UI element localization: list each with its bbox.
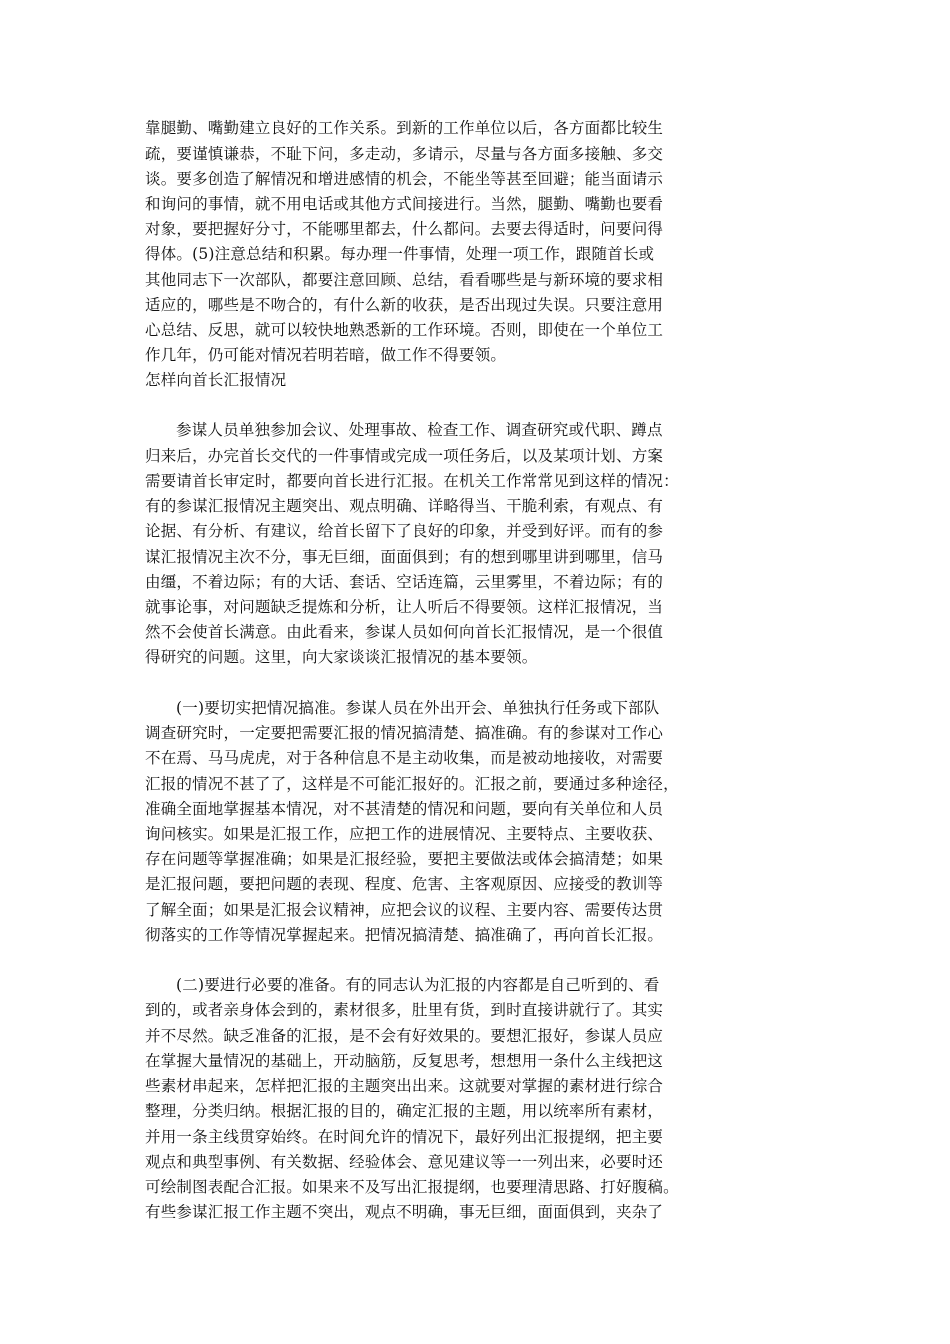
text-line: 并不尽然。缺乏准备的汇报，是不会有好效果的。要想汇报好，参谋人员应 xyxy=(145,1027,664,1045)
text-line: 疏，要谨慎谦恭，不耻下问，多走动，多请示，尽量与各方面多接触、多交 xyxy=(145,145,664,163)
text-line: 谈。要多创造了解情况和增进感情的机会，不能坐等甚至回避；能当面请示 xyxy=(145,170,664,188)
text-line: 观点和典型事例、有关数据、经验体会、意见建议等一一列出来，必要时还 xyxy=(145,1153,664,1171)
text-line: 对象，要把握好分寸，不能哪里都去，什么都问。去要去得适时，问要问得 xyxy=(145,220,664,238)
text-line: 心总结、反思，就可以较快地熟悉新的工作环境。否则，即使在一个单位工 xyxy=(145,321,664,339)
text-line: (二)要进行必要的准备。有的同志认为汇报的内容都是自己听到的、看 xyxy=(176,976,660,994)
text-line: 在掌握大量情况的基础上，开动脑筋，反复思考，想想用一条什么主线把这 xyxy=(145,1052,664,1070)
text-line: 有些参谋汇报工作主题不突出，观点不明确，事无巨细，面面俱到，夹杂了 xyxy=(145,1203,664,1221)
text-line: 需要请首长审定时，都要向首长进行汇报。在机关工作常常见到这样的情况： xyxy=(145,472,679,490)
text-line: 些素材串起来，怎样把汇报的主题突出出来。这就要对掌握的素材进行综合 xyxy=(145,1077,664,1095)
section-heading: 怎样向首长汇报情况 xyxy=(145,371,287,389)
text-line: 和询问的事情，就不用电话或其他方式间接进行。当然，腿勤、嘴勤也要看 xyxy=(145,195,664,213)
text-line: 论据、有分析、有建议，给首长留下了良好的印象，并受到好评。而有的参 xyxy=(145,522,664,540)
text-line: 就事论事，对问题缺乏提炼和分析，让人听后不得要领。这样汇报情况，当 xyxy=(145,598,664,616)
text-line: 到的，或者亲身体会到的，素材很多，肚里有货，到时直接讲就行了。其实 xyxy=(145,1001,664,1019)
text-line: 适应的，哪些是不吻合的，有什么新的收获，是否出现过失误。只要注意用 xyxy=(145,296,664,314)
text-line: 并用一条主线贯穿始终。在时间允许的情况下，最好列出汇报提纲，把主要 xyxy=(145,1128,664,1146)
text-line: 不在焉、马马虎虎，对于各种信息不是主动收集，而是被动地接收，对需要 xyxy=(145,749,664,767)
text-line: (一)要切实把情况搞准。参谋人员在外出开会、单独执行任务或下部队 xyxy=(176,699,660,717)
text-line: 汇报的情况不甚了了，这样是不可能汇报好的。汇报之前，要通过多种途径， xyxy=(145,775,679,793)
text-line: 存在问题等掌握准确；如果是汇报经验，要把主要做法或体会搞清楚；如果 xyxy=(145,850,664,868)
text-line: 参谋人员单独参加会议、处理事故、检查工作、调查研究或代职、蹲点 xyxy=(176,421,663,439)
text-line: 调查研究时，一定要把需要汇报的情况搞清楚、搞准确。有的参谋对工作心 xyxy=(145,724,664,742)
text-line: 然不会使首长满意。由此看来，参谋人员如何向首长汇报情况，是一个很值 xyxy=(145,623,664,641)
text-line: 作几年，仍可能对情况若明若暗，做工作不得要领。 xyxy=(145,346,507,364)
text-line: 得研究的问题。这里，向大家谈谈汇报情况的基本要领。 xyxy=(145,648,538,666)
text-line: 整理，分类归纳。根据汇报的目的，确定汇报的主题，用以统率所有素材， xyxy=(145,1102,664,1120)
text-line: 归来后，办完首长交代的一件事情或完成一项任务后，以及某项计划、方案 xyxy=(145,447,664,465)
text-line: 得体。(5)注意总结和积累。每办理一件事情，处理一项工作，跟随首长或 xyxy=(145,245,655,263)
text-line: 可绘制图表配合汇报。如果来不及写出汇报提纲，也要理清思路、打好腹稿。 xyxy=(145,1178,679,1196)
text-line: 了解全面；如果是汇报会议精神，应把会议的议程、主要内容、需要传达贯 xyxy=(145,901,664,919)
text-line: 是汇报问题，要把问题的表现、程度、危害、主客观原因、应接受的教训等 xyxy=(145,875,664,893)
text-line: 谋汇报情况主次不分，事无巨细，面面俱到；有的想到哪里讲到哪里，信马 xyxy=(145,548,664,566)
text-line: 由缰，不着边际；有的大话、套话、空话连篇，云里雾里，不着边际；有的 xyxy=(145,573,664,591)
text-line: 有的参谋汇报情况主题突出、观点明确、详略得当、干脆利索，有观点、有 xyxy=(145,497,664,515)
text-line: 准确全面地掌握基本情况，对不甚清楚的情况和问题，要向有关单位和人员 xyxy=(145,800,664,818)
text-line: 询问核实。如果是汇报工作，应把工作的进展情况、主要特点、主要收获、 xyxy=(145,825,664,843)
text-line: 其他同志下一次部队，都要注意回顾、总结，看看哪些是与新环境的要求相 xyxy=(145,271,664,289)
text-line: 彻落实的工作等情况掌握起来。把情况搞清楚、搞准确了，再向首长汇报。 xyxy=(145,926,664,944)
text-line: 靠腿勤、嘴勤建立良好的工作关系。到新的工作单位以后，各方面都比较生 xyxy=(145,119,664,137)
